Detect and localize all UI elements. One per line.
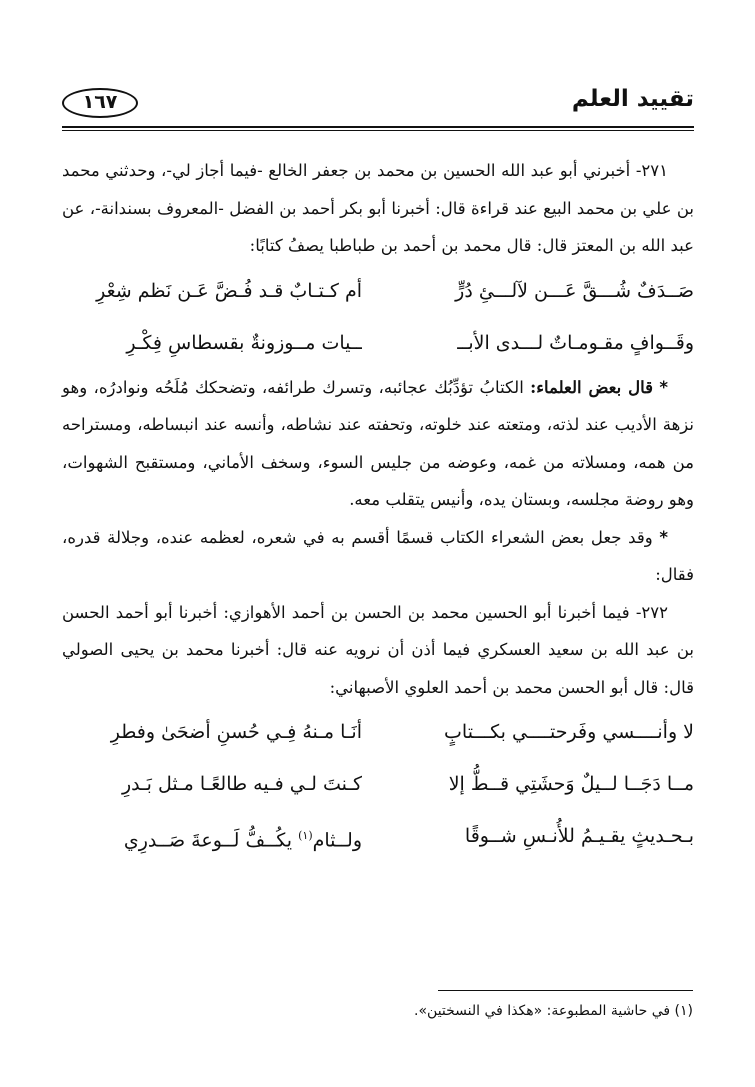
- footnote-separator: [438, 990, 693, 991]
- verse-hemistich-left: أم كـتـابٌ قـد فُـضَّ عَـن نَظم شِعْرِ: [96, 279, 362, 302]
- page-number: ١٦٧: [62, 88, 138, 118]
- verse-line: [62, 810, 694, 862]
- verse-hemistich-right: وقَــوافٍ مقـومـاتٌ لـــدى الأبــ: [457, 331, 694, 354]
- poem-1: [62, 265, 694, 369]
- running-title: تقييد العلم: [571, 86, 694, 112]
- header-rule-thin: [62, 130, 694, 131]
- verse-hemistich-right: مــا دَجَــا لــيلٌ وَحشَتِي قــطُّ إلا: [448, 773, 694, 795]
- page-header: [62, 82, 694, 128]
- poet-oath-text: وقد جعل بعض الشعراء الكتاب قسمًا أقسم به في شعره، لعظمه عنده، وجلالة قدره، فقال:: [62, 527, 694, 584]
- asterisk-marker: *: [659, 377, 669, 397]
- verse-hemistich-left: أنَـا مـنهُ فِـي حُسنِ أضحَىٰ وفطرِ: [110, 721, 362, 743]
- paragraph-272: ٢٧٢- فيما أخبرنا أبو الحسين محمد بن الحسن بن أحمد الأهوازي: أخبرنا أبو أحمد الحسن بن عبد الله بن سعيد العسكري فيما أذن أن نرويه عنه قال: أخبرنا محمد بن يحيى الصولي قال: قال أبو الحسن محمد بن أحمد العلوي الأصبهاني:: [62, 602, 694, 697]
- paragraph-271: ٢٧١- أخبرني أبو عبد الله الحسين بن محمد بن جعفر الخالع -فيما أجاز لي-، وحدثني محمد بن علي بن محمد البيع عند قراءة قال: أخبرنا أبو بكر أحمد بن الفضل -المعروف بسندانة-، عن عبد الله بن المعتز قال: قال محمد بن أحمد بن طباطبا يصفُ كتابًا:: [62, 161, 694, 255]
- paragraph-wise-saying: [62, 369, 694, 519]
- saying-text: الكتابُ تؤدِّبُك عجائبه، وتسرك طرائفه، وتضحكك مُلَحُه ونوادرُه، وهو نزهة الأديب عند لذته، ومتعته عند خلوته، وتحفته عند نشاطه، وأنسه عند انبساطه، ومستراحه من همه، ومسلاته من غمه، وعوضه من جليس السوء، وسخف الأماني، ومستقبح الشهوات، وهو روضة مجلسه، وبستان يده، وأنيس يتقلب معه.: [62, 377, 694, 509]
- paragraph-poet-oath: [62, 519, 694, 594]
- verse-word: ولــثام: [312, 829, 362, 852]
- verse-hemistich-right: لا وأنــــسي وفَرحتــــي بكـــتابٍ: [444, 721, 694, 743]
- verse-hemistich-left: ــيات مــوزونةٌ بقسطاسِ فِكْـرِ: [126, 331, 362, 354]
- poem-2: [62, 706, 694, 862]
- verse-line: [62, 317, 694, 369]
- verse-line: [62, 265, 694, 317]
- asterisk-marker: *: [659, 527, 668, 547]
- verse-hemistich-left: كـنتَ لـي فـيه طالعًـا مـثل بَـدرِ: [121, 773, 362, 795]
- header-rule: [62, 126, 694, 128]
- verse-line: [62, 758, 694, 810]
- main-text: [62, 152, 694, 862]
- footnote-reference: (١): [298, 829, 313, 842]
- saying-lead: قال بعض العلماء:: [530, 377, 653, 397]
- verse-hemistich-right: صَــدَفٌ شُـــقَّ عَـــن لآلـــئِ دُرٍّ: [455, 279, 694, 302]
- verse-words: يكُــفُّ لَــوعةَ صَــدرِي: [123, 829, 299, 852]
- verse-hemistich-right: بـحـديثٍ يقـيـمُ للأُنـسِ شــوقًا: [464, 825, 694, 847]
- verse-hemistich-left: [62, 810, 362, 862]
- footnote: (١) في حاشية المطبوعة: «هكذا في النسختين».: [414, 1003, 693, 1019]
- verse-line: [62, 706, 694, 758]
